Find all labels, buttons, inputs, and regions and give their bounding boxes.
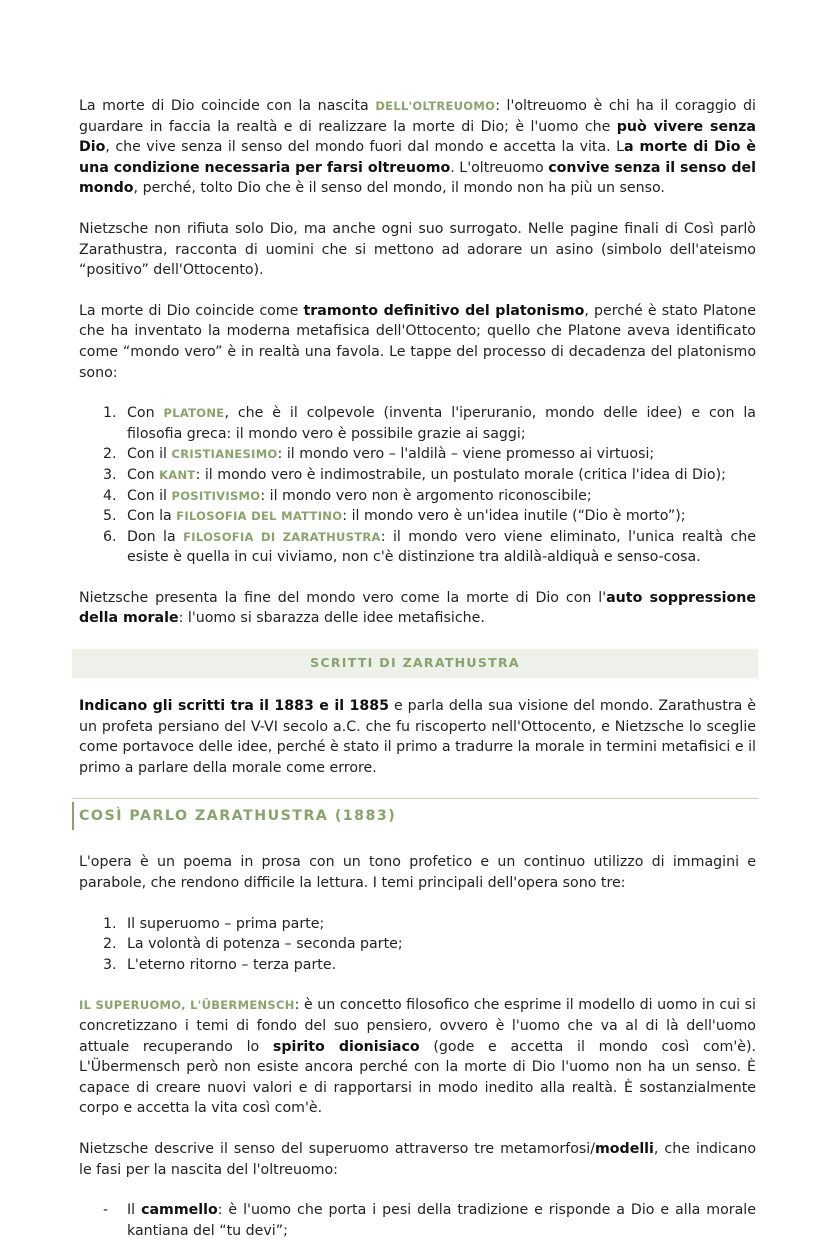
bold-text: Indicano gli scritti tra il 1883 e il 1885 [79,698,389,715]
highlight-term: IL SUPERUOMO, L'ÜBERMENSCH [79,998,295,1013]
list-dash: - [103,1202,109,1219]
paragraph-metamorfosi [79,1139,756,1180]
text: Con il [127,487,172,504]
list-number: 2. [103,936,117,953]
paragraph-scritti [79,696,756,778]
temi-list [79,914,756,976]
bold-text: può vivere senza Dio [79,118,756,156]
text: Nietzsche presenta la fine del mondo vero come la morte di Dio con l' [79,589,607,606]
list-number: 2. [103,446,117,463]
subsection-heading [72,798,759,830]
bold-text: tramonto definitivo del platonismo [303,302,585,319]
section-title: SCRITTI DI ZARATHUSTRA [310,655,520,671]
text: , perché, tolto Dio che è il senso del mondo, il mondo non ha più un senso. [133,180,665,197]
text: Don la [127,528,184,545]
list-item [103,914,756,935]
list-item [103,506,756,527]
text: , perché è stato Platone che ha inventato la moderna metafisica dell'Ottocento; quello che Platone aveva identificato come “mondo vero” è in realtà una favola. Le tappe del processo di decadenza del platonismo sono: [79,302,756,381]
list-item [103,403,756,444]
text: : il mondo vero viene eliminato, l'unica realtà che esiste è quella in cui viviamo, non c'è distinzione tra aldilà-aldiquà e senso-cosa. [127,528,756,566]
subsection-title: COSÌ PARLO ZARATHUSTRA (1883) [72,802,759,830]
text: Il superuomo – prima parte; [127,915,325,932]
text: : l'uomo si sbarazza delle idee metafisiche. [178,610,485,627]
paragraph-superuomo [79,995,756,1119]
text: : l'oltreuomo è chi ha il coraggio di guardare in faccia la realtà e di realizzare la morte di Dio; è l'uomo che [79,98,756,135]
text: La volontà di potenza – seconda parte; [127,936,403,953]
text: Con [127,466,160,483]
list-number: 6. [103,528,117,545]
list-item [103,465,756,486]
text: : il mondo vero è un'idea inutile (“Dio è morto”); [342,508,686,525]
bold-text: a morte di Dio è una condizione necessaria per farsi oltreuomo [79,139,756,176]
bold-text: cammello [141,1202,218,1219]
text: : è un concetto filosofico che esprime il modello di uomo in cui si concretizzano i temi di fondo del suo pensiero, ovvero è l'uomo che va al di là dell'uomo attuale recuperando lo [79,997,756,1055]
paragraph-oltreuomo [79,96,756,199]
text: : il mondo vero – l'aldilà – viene promesso ai virtuosi; [277,446,655,463]
text: , che è il colpevole (inventa l'iperuranio, mondo delle idee) e con la filosofia greca: il mondo vero è possibile grazie ai saggi; [127,405,756,442]
highlight-term: POSITIVISMO [171,488,261,503]
list-number: 5. [103,508,117,525]
list-item [103,527,756,568]
section-heading-band [72,649,758,678]
highlight-term: KANT [159,467,196,482]
paragraph-opera: L'opera è un poema in prosa con un tono profetico e un continuo utilizzo di immagini e parabole, che rendono difficile la lettura. I temi principali dell'opera sono tre: [79,854,756,892]
list-item [103,955,756,976]
list-number: 1. [103,915,117,932]
decadenza-list [79,403,756,568]
text: (gode e accetta il mondo così com'è). L'Übermensch però non esiste ancora perché con la morte di Dio l'uomo non ha un senso. È capace di creare nuovi valori e di rapportarsi in modo inedito alla realtà. È sostanzialmente corpo e accetta la vita così com'è. [79,1038,756,1117]
list-item [103,1200,756,1241]
highlight-term: FILOSOFIA DI ZARATHUSTRA [183,529,381,544]
text: . L'oltreuomo [450,159,549,176]
text: La morte di Dio coincide come [79,302,304,319]
bold-text: spirito dionisiaco [272,1038,420,1055]
paragraph-platonismo [79,301,756,383]
text: Con la [127,508,177,525]
text: e parla della sua visione del mondo. Zarathustra è un profeta persiano del V-VI secolo a.C. che fu riscoperto nell'Ottocento, e Nietzsche lo sceglie come portavoce delle idee, perché è stato il primo a tradurre la morale in termini metafisici e il primo a parlare della morale come errore. [79,698,756,776]
text: Con il [127,446,172,463]
list-number: 1. [103,405,117,422]
highlight-term: PLATONE [163,406,225,421]
text: , che vive senza il senso del mondo fuori dal mondo e accetta la vita. L [105,139,625,156]
text: Con [127,405,164,422]
bold-text: auto soppressione della morale [79,589,756,627]
list-item [103,486,756,507]
highlight-term: FILOSOFIA DEL MATTINO [176,509,343,524]
metamorfosi-list [79,1200,756,1241]
bold-text: convive senza il senso del mondo [79,159,756,197]
text: : il mondo vero è indimostrabile, un postulato morale (critica l'idea di Dio); [195,466,726,483]
list-number: 4. [103,487,117,504]
paragraph-soppressione [79,588,756,629]
list-item [103,934,756,955]
text: La morte di Dio coincide con la nascita [79,98,376,114]
list-item [103,444,756,465]
bold-text: modelli [595,1140,654,1157]
text: L'eterno ritorno – terza parte. [127,956,337,973]
text: Nietzsche descrive il senso del superuomo attraverso tre metamorfosi/ [79,1140,596,1157]
paragraph-surrogato: Nietzsche non rifiuta solo Dio, ma anche ogni suo surrogato. Nelle pagine finali di Così parlò Zarathustra, racconta di uomini che si mettono ad adorare un asino (simbolo dell'ateismo “positivo” dell'Ottocento). [79,220,756,279]
text: : è l'uomo che porta i pesi della tradizione e risponde a Dio e alla morale kantiana del “tu devi”; [127,1202,756,1239]
highlight-term: CRISTIANESIMO [171,447,278,462]
text: Il [127,1202,142,1219]
list-number: 3. [103,956,117,973]
list-number: 3. [103,466,117,483]
text: , che indicano le fasi per la nascita del l'oltreuomo: [79,1140,756,1178]
highlight-term: DELL'OLTREUOMO [375,99,496,113]
text: : il mondo vero non è argomento riconoscibile; [260,487,592,504]
